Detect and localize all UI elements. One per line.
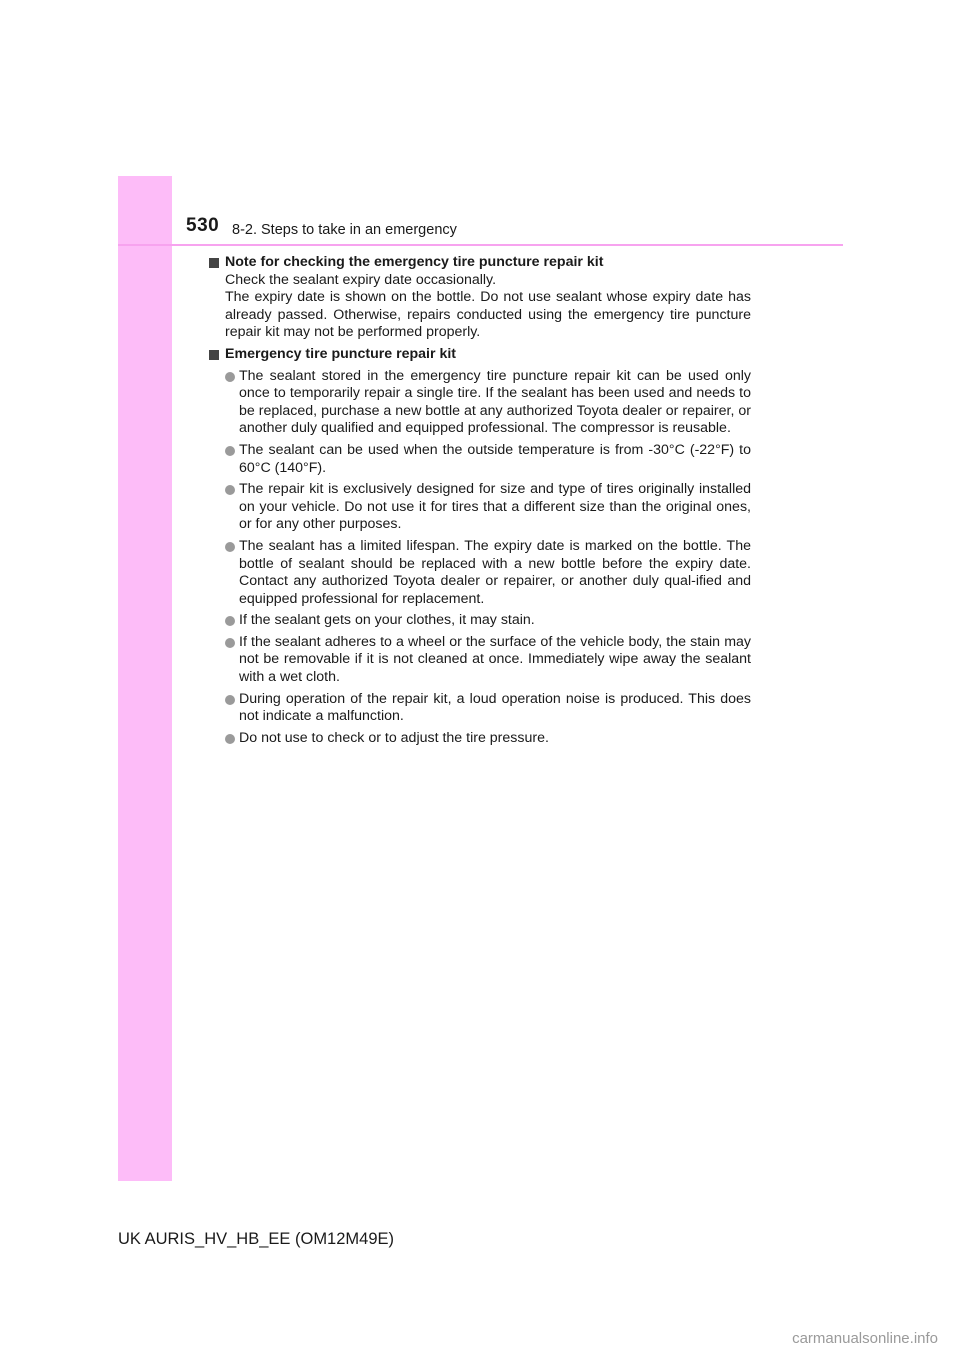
list-item [225,691,751,726]
circle-bullet-icon [225,616,235,626]
watermark-link[interactable]: carmanualsonline.info [792,1330,938,1347]
circle-bullet-icon [225,695,235,705]
section-checking-kit [209,254,751,342]
circle-bullet-icon [225,446,235,456]
side-tab-band [118,176,172,1181]
square-bullet-icon [209,258,219,268]
section-repair-kit [209,346,751,747]
list-item-text: During operation of the repair kit, a loud operation noise is produced. This does not indicate a malfunction. [239,690,751,725]
circle-bullet-icon [225,485,235,495]
list-item-text: If the sealant gets on your clothes, it may stain. [239,612,535,629]
circle-bullet-icon [225,542,235,552]
bullet-list [209,368,751,748]
section-heading [209,254,751,272]
page-number: 530 [186,215,220,236]
section-heading-text: Emergency tire puncture repair kit [225,345,457,362]
square-bullet-icon [209,350,219,360]
section-title: 8-2. Steps to take in an emergency [232,222,457,238]
circle-bullet-icon [225,372,235,382]
list-item [225,612,751,630]
list-item [225,481,751,534]
section-heading [209,346,751,364]
paragraph: The expiry date is shown on the bottle. Do not use sealant whose expiry date has already passed. Otherwise, repairs conducted using the emergency tire puncture repair kit may not be performed properly. [225,289,751,341]
footer-model-code: UK AURIS_HV_HB_EE (OM12M49E) [118,1230,395,1248]
circle-bullet-icon [225,734,235,744]
header-rule [118,244,843,246]
page-content [209,254,751,751]
list-item-text: The sealant stored in the emergency tire puncture repair kit can be used only once to temporarily repair a single tire. If the sealant has been used and needs to be replaced, purchase a new bottle at any authorized Toyota dealer or repairer, or another duly qualified and equipped professional. The compressor is reusable. [239,367,751,437]
list-item [225,634,751,687]
list-item [225,730,751,748]
circle-bullet-icon [225,638,235,648]
list-item-text: Do not use to check or to adjust the tire pressure. [239,729,549,746]
section-heading-text: Note for checking the emergency tire puncture repair kit [225,254,604,270]
list-item-text: If the sealant adheres to a wheel or the surface of the vehicle body, the stain may not be removable if it is not cleaned at once. Immediately wipe away the sealant with a wet cloth. [239,633,751,686]
paragraph: Check the sealant expiry date occasionally. [225,271,497,288]
list-item-text: The sealant can be used when the outside temperature is from -30°C (-22°F) to 60°C (140°F). [239,441,751,476]
list-item [225,368,751,438]
list-item-text: The repair kit is exclusively designed for size and type of tires originally installed on your vehicle. Do not use it for tires that a different size than the original ones, or for any other purposes. [239,481,751,533]
list-item [225,538,751,608]
list-item-text: The sealant has a limited lifespan. The expiry date is marked on the bottle. The bottle of sealant should be replaced with a new bottle before the expiry date. Contact any authorized Toyota dealer or repairer, or another duly qual-ified and equipped professional for replacement. [239,537,751,607]
list-item [225,442,751,477]
